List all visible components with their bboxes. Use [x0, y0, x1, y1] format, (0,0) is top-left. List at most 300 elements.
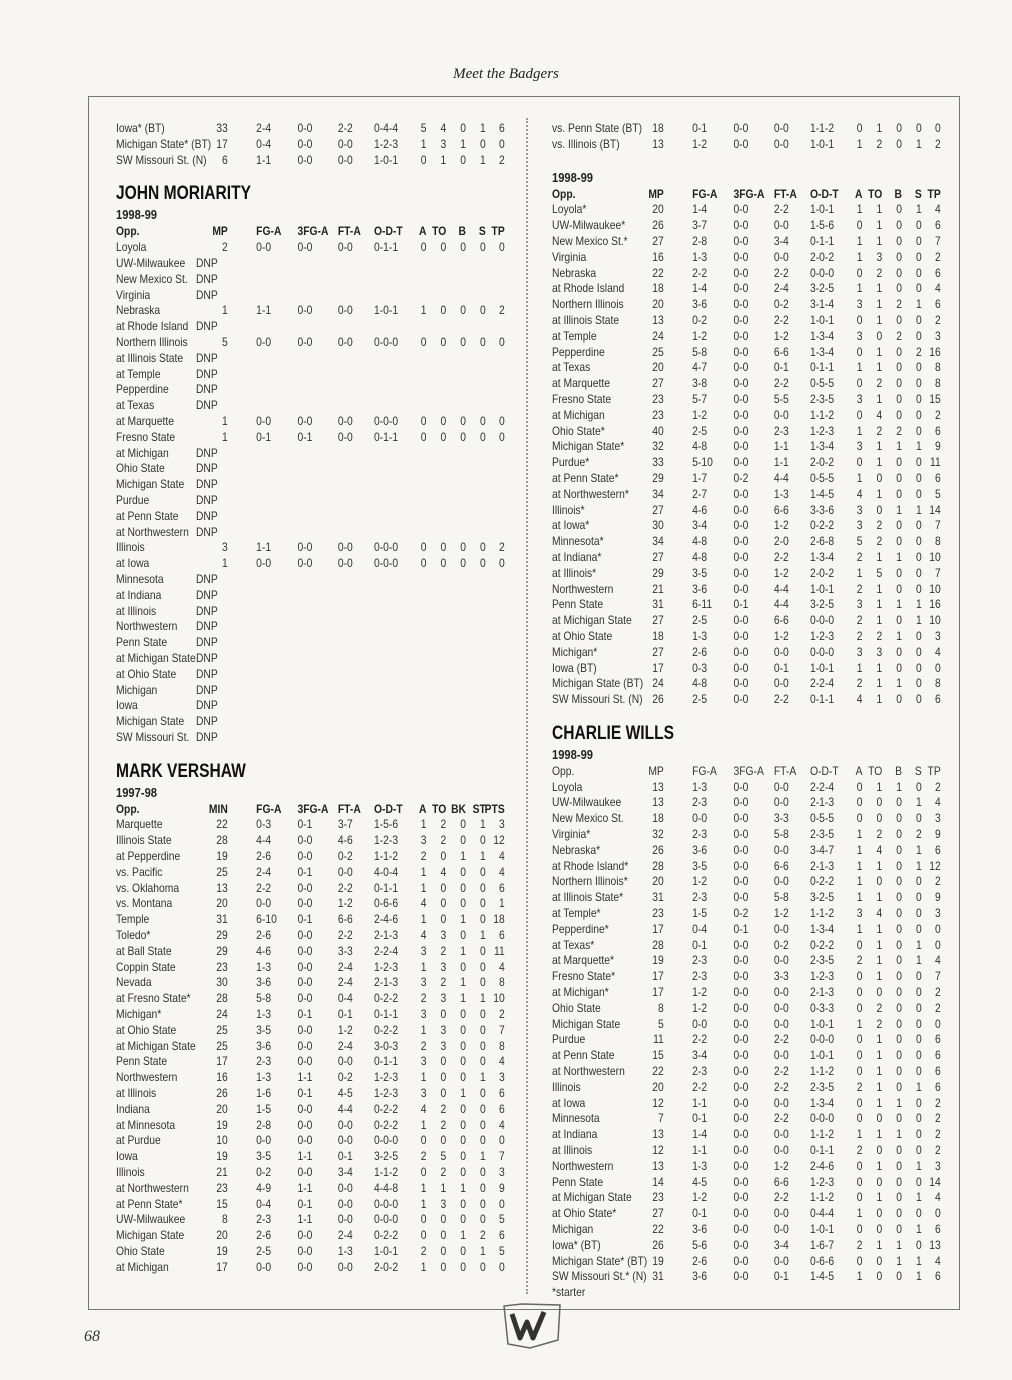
- table-row: [552, 1096, 951, 1112]
- opponent-cell: Illinois: [116, 1165, 145, 1180]
- stat-cell: 6-11: [692, 597, 713, 612]
- stat-cell: 0-2-2: [374, 1022, 399, 1037]
- stat-cell: 0-1-1: [374, 880, 399, 895]
- stat-cell: 0: [420, 540, 427, 555]
- opponent-cell: at Illinois: [116, 1086, 157, 1101]
- stat-cell: 2: [934, 249, 941, 264]
- stat-cell: 23: [652, 1190, 664, 1205]
- stat-cell: 1: [916, 502, 922, 517]
- stat-cell: FG-A: [692, 763, 717, 778]
- stat-cell: 0-0: [337, 1054, 353, 1069]
- stat-cell: 4: [876, 906, 883, 921]
- stat-cell: 0-0: [337, 429, 353, 444]
- stat-cell: 2: [934, 779, 941, 794]
- table-row: [116, 121, 515, 137]
- stat-cell: 0-0: [297, 413, 313, 428]
- stat-cell: 0: [460, 1244, 467, 1258]
- stat-cell: 0: [916, 660, 922, 675]
- stat-cell: 1-2-3: [810, 628, 835, 643]
- stat-cell: 1: [856, 858, 863, 873]
- header-cell: TO: [868, 186, 883, 201]
- opponent-cell: at Michigan State: [116, 650, 196, 665]
- stat-cell: 0: [480, 240, 486, 255]
- stat-cell: 19: [216, 1117, 228, 1132]
- stat-cell: 28: [652, 937, 664, 952]
- stat-cell: 0: [896, 660, 903, 675]
- stat-cell: 2-1-3: [374, 928, 399, 943]
- stat-cell: 0: [896, 1158, 903, 1173]
- opponent-cell: Minnesota*: [552, 534, 604, 549]
- stat-cell: 4-7: [692, 360, 708, 375]
- opponent-cell: Illinois: [116, 540, 145, 555]
- header-cell: ST: [472, 801, 486, 816]
- opponent-cell: vs. Penn State (BT): [552, 121, 643, 135]
- table-row: [552, 938, 951, 954]
- stat-cell: 0-1: [297, 429, 313, 444]
- table-row: [116, 714, 515, 730]
- dnp-cell: DNP: [195, 698, 218, 713]
- dnp-cell: DNP: [195, 714, 218, 729]
- table-row: [116, 1165, 515, 1181]
- stat-cell: 3: [856, 297, 863, 312]
- stat-cell: 0: [460, 556, 467, 571]
- stat-cell: 3: [420, 1086, 427, 1101]
- stat-cell: 1: [460, 991, 467, 1006]
- opponent-cell: at Iowa: [116, 556, 150, 571]
- stat-cell: 0: [480, 1117, 486, 1132]
- stat-cell: 0-0: [733, 202, 749, 217]
- stat-cell: 6: [222, 152, 228, 167]
- stat-cell: 0: [934, 937, 941, 952]
- stat-cell: 10: [929, 549, 941, 564]
- stat-cell: 0-2: [773, 297, 789, 312]
- stat-cell: 0-0: [773, 1143, 789, 1158]
- opponent-cell: Virginia: [552, 249, 587, 264]
- table-row: [116, 881, 515, 897]
- stat-cell: 0-1: [337, 1007, 353, 1022]
- stat-cell: 1: [876, 202, 883, 217]
- stat-cell: 1: [856, 827, 863, 842]
- stat-cell: 0: [896, 344, 903, 359]
- stat-cell: 8: [498, 975, 505, 990]
- stat-cell: 1: [876, 921, 883, 936]
- stat-cell: 0: [896, 953, 903, 968]
- stat-cell: 1-1: [773, 455, 789, 470]
- stat-cell: 26: [652, 692, 664, 707]
- stat-cell: 4-8: [692, 676, 708, 691]
- stat-cell: 1-2: [692, 136, 708, 151]
- stat-cell: 4: [420, 896, 427, 911]
- stat-cell: 1: [420, 880, 427, 895]
- stat-cell: 3-4-7: [810, 842, 835, 857]
- stat-cell: 27: [652, 549, 664, 564]
- stat-cell: 0-0: [773, 921, 789, 936]
- stat-cell: 0-0: [773, 644, 789, 659]
- table-row: [552, 1190, 951, 1206]
- stat-cell: 0: [916, 1032, 922, 1047]
- dnp-cell: DNP: [195, 382, 218, 397]
- stat-cell: 6: [498, 121, 505, 135]
- stat-cell: 0: [916, 486, 922, 501]
- stat-cell: 1-0-1: [810, 581, 835, 596]
- stat-cell: 0: [856, 1190, 863, 1205]
- stat-cell: 1-1: [297, 1180, 313, 1195]
- dnp-cell: DNP: [195, 587, 218, 602]
- stat-cell: 4: [498, 1117, 505, 1132]
- stat-cell: 4: [876, 842, 883, 857]
- stat-cell: 12: [652, 1095, 664, 1110]
- stat-cell: 4: [934, 281, 941, 296]
- stat-cell: 0-0: [773, 874, 789, 889]
- stat-cell: 1: [420, 959, 427, 974]
- stat-cell: 0-0: [337, 1180, 353, 1195]
- stat-cell: 4-6: [337, 833, 353, 848]
- opponent-cell: UW-Milwaukee*: [552, 218, 626, 233]
- stat-cell: 14: [929, 502, 941, 517]
- stat-cell: 0-0: [733, 1127, 749, 1142]
- opponent-cell: Penn State: [552, 597, 604, 612]
- stat-cell: 1: [876, 312, 883, 327]
- table-row: [552, 1080, 951, 1096]
- stat-cell: 1-0-1: [374, 1244, 399, 1258]
- stat-cell: 1: [916, 1079, 922, 1094]
- stat-cell: 1: [420, 1070, 427, 1085]
- stat-cell: 1-3: [773, 486, 789, 501]
- stat-cell: 2: [876, 376, 883, 391]
- header-cell: TP: [491, 224, 505, 239]
- stat-cell: 1-0-1: [810, 202, 835, 217]
- stat-cell: 0-0: [733, 953, 749, 968]
- table-row: [116, 1102, 515, 1118]
- table-row: [552, 392, 951, 408]
- opponent-cell: at Pepperdine: [116, 849, 181, 864]
- stat-cell: 8: [934, 534, 941, 549]
- stat-cell: 6-6: [773, 1174, 789, 1189]
- stat-cell: 0: [876, 1111, 883, 1126]
- stat-cell: 3-0-3: [374, 1038, 399, 1053]
- table-row: [552, 455, 951, 471]
- table-row: [552, 218, 951, 234]
- stat-cell: 2: [420, 991, 427, 1006]
- stat-cell: 6: [934, 1269, 941, 1284]
- stat-cell: 1-1: [297, 1149, 313, 1164]
- stat-cell: 0: [916, 1206, 922, 1221]
- stat-cell: 1-2-3: [374, 959, 399, 974]
- stat-cell: 1-1: [297, 1212, 313, 1227]
- stat-cell: 2: [934, 1095, 941, 1110]
- stat-cell: 4-0-4: [374, 864, 399, 879]
- opponent-cell: UW-Milwaukee: [116, 1212, 186, 1227]
- stat-cell: 0-3: [692, 660, 708, 675]
- table-row: [116, 319, 515, 335]
- dnp-cell: DNP: [195, 635, 218, 650]
- stat-cell: 20: [652, 202, 664, 217]
- stat-cell: 1-6-7: [810, 1237, 835, 1252]
- stat-cell: 4-8: [692, 439, 708, 454]
- stat-cell: 2-4: [337, 975, 353, 990]
- stat-cell: 0: [856, 1000, 863, 1015]
- stat-cell: 1: [856, 360, 863, 375]
- opponent-cell: at Indiana: [552, 1127, 598, 1142]
- stat-cell: 15: [652, 1048, 664, 1063]
- stat-cell: 0-0: [297, 152, 313, 167]
- opponent-cell: at Northwestern*: [552, 486, 629, 501]
- stat-cell: 2: [876, 1000, 883, 1015]
- table-row: [116, 651, 515, 667]
- stat-cell: 18: [652, 281, 664, 296]
- stat-cell: 0: [460, 540, 467, 555]
- stat-cell: 0-0: [297, 334, 313, 349]
- table-row: [116, 572, 515, 588]
- opponent-cell: vs. Oklahoma: [116, 880, 180, 895]
- stat-cell: 0: [896, 376, 903, 391]
- stat-cell: 2-3-5: [810, 391, 835, 406]
- stat-cell: 3: [876, 644, 883, 659]
- stat-cell: 19: [216, 849, 228, 864]
- stat-cell: 2: [876, 265, 883, 280]
- table-row: [116, 137, 515, 153]
- stat-cell: 2-4-6: [810, 1158, 835, 1173]
- stat-cell: 1-2: [337, 896, 353, 911]
- stat-cell: 4-6: [256, 943, 272, 958]
- stat-cell: 1-3: [337, 1244, 353, 1258]
- stat-cell: 1: [876, 121, 883, 135]
- stat-cell: 0-0-0: [374, 1133, 399, 1148]
- opponent-cell: at Minnesota: [116, 1117, 176, 1132]
- stat-cell: 0-2-2: [810, 518, 835, 533]
- stat-cell: 6: [934, 1079, 941, 1094]
- stat-cell: 0: [916, 581, 922, 596]
- stat-cell: 2-1-3: [810, 985, 835, 1000]
- stat-cell: 0: [916, 1000, 922, 1015]
- stat-cell: 0: [876, 985, 883, 1000]
- stat-cell: 0-0: [337, 556, 353, 571]
- stat-cell: 2-8: [256, 1117, 272, 1132]
- stat-cell: 0-0: [733, 858, 749, 873]
- table-row: [116, 430, 515, 446]
- stat-cell: 1: [856, 565, 863, 580]
- table-row: [552, 424, 951, 440]
- stat-cell: 1-2: [773, 565, 789, 580]
- stat-cell: 1-0-1: [810, 1048, 835, 1063]
- table-row: [552, 780, 951, 796]
- stat-cell: 1-1: [297, 1070, 313, 1085]
- opponent-cell: Michigan State*: [552, 439, 625, 454]
- stat-cell: 0-0: [297, 1022, 313, 1037]
- table-row: [116, 461, 515, 477]
- table-row: [552, 376, 951, 392]
- dnp-cell: DNP: [195, 350, 218, 365]
- stat-cell: 0: [916, 1237, 922, 1252]
- stat-cell: 0: [916, 811, 922, 826]
- opponent-cell: at Michigan: [116, 445, 169, 460]
- stat-cell: 0: [856, 344, 863, 359]
- stat-cell: 4-4: [337, 1101, 353, 1116]
- table-row: [116, 493, 515, 509]
- stat-cell: 0-0: [733, 423, 749, 438]
- stat-cell: 0: [480, 413, 486, 428]
- stat-cell: 0-0: [297, 556, 313, 571]
- table-row: [116, 525, 515, 541]
- stat-cell: 0: [896, 1143, 903, 1158]
- stat-cell: 0: [896, 486, 903, 501]
- stat-cell: 0-1-1: [374, 240, 399, 255]
- stat-cell: 0: [876, 470, 883, 485]
- stat-cell: 0: [460, 334, 467, 349]
- header-cell: A: [419, 224, 427, 239]
- stat-cell: 24: [652, 676, 664, 691]
- stat-cell: 15: [216, 1196, 228, 1211]
- opponent-cell: Michigan: [552, 1222, 594, 1236]
- table-row: [552, 487, 951, 503]
- stat-cell: 0: [916, 265, 922, 280]
- stat-cell: 3-2-5: [810, 281, 835, 296]
- header-cell: 3FG-A: [733, 186, 765, 201]
- stat-cell: 3-5: [256, 1149, 272, 1164]
- stat-cell: 1: [876, 439, 883, 454]
- opponent-cell: New Mexico St.: [116, 271, 188, 286]
- stat-cell: 0-0-0: [374, 1196, 399, 1211]
- table-row: [116, 1181, 515, 1197]
- stat-cell: 0: [916, 121, 922, 135]
- stat-cell: 0-0: [337, 864, 353, 879]
- stat-cell: 2-4: [337, 1038, 353, 1053]
- stat-cell: 0: [856, 376, 863, 391]
- stat-cell: 0: [460, 152, 467, 167]
- stat-cell: 0: [498, 240, 505, 255]
- stat-cell: 1-3-4: [810, 549, 835, 564]
- stat-cell: 1-0-1: [810, 312, 835, 327]
- stat-cell: 0: [896, 1111, 903, 1126]
- stat-cell: 1: [440, 152, 447, 167]
- stat-cell: 0: [916, 628, 922, 643]
- stat-cell: 0-0: [773, 1048, 789, 1063]
- stat-cell: 0: [896, 1222, 903, 1236]
- opponent-cell: Northwestern: [552, 1158, 614, 1173]
- stat-cell: 6-6: [773, 502, 789, 517]
- table-row: [552, 597, 951, 613]
- table-row: [552, 234, 951, 250]
- stat-cell: 0-4: [256, 1196, 272, 1211]
- stat-cell: 0: [440, 413, 447, 428]
- stat-cell: 0-0: [773, 136, 789, 151]
- stat-cell: 0: [856, 811, 863, 826]
- stat-cell: 0: [856, 121, 863, 135]
- table-row: [116, 1149, 515, 1165]
- stat-cell: 0: [896, 136, 903, 151]
- table-row: [116, 1228, 515, 1244]
- stat-cell: 6: [498, 1101, 505, 1116]
- opponent-cell: at Ohio State: [116, 1022, 177, 1037]
- stat-cell: 1: [916, 297, 922, 312]
- dnp-cell: DNP: [195, 366, 218, 381]
- stat-cell: 1: [460, 136, 467, 151]
- stat-cell: 0-0-0: [810, 613, 835, 628]
- stat-cell: 0-4: [692, 921, 708, 936]
- opponent-cell: Indiana: [116, 1101, 150, 1116]
- stat-cell: 16: [929, 597, 941, 612]
- dnp-cell: DNP: [195, 319, 218, 334]
- table-row: [116, 367, 515, 383]
- table-row: [552, 1111, 951, 1127]
- stat-cell: 5-8: [773, 890, 789, 905]
- stat-cell: 3-3: [337, 943, 353, 958]
- player-name: CHARLIE WILLS: [552, 722, 675, 744]
- stat-cell: 2: [856, 953, 863, 968]
- stat-cell: 6: [934, 470, 941, 485]
- stat-cell: 0: [480, 1101, 486, 1116]
- stat-cell: 0-4: [337, 991, 353, 1006]
- stat-cell: 1: [420, 1117, 427, 1132]
- stat-cell: 6: [934, 265, 941, 280]
- stat-cell: 0-0: [733, 644, 749, 659]
- table-row: [116, 1054, 515, 1070]
- stat-cell: 3-2-5: [810, 890, 835, 905]
- stat-cell: 0: [856, 1064, 863, 1079]
- stat-cell: 3-6: [692, 581, 708, 596]
- stat-cell: 5-6: [692, 1237, 708, 1252]
- stat-cell: 1: [876, 1127, 883, 1142]
- stat-cell: 4: [498, 959, 505, 974]
- table-header-row: [116, 802, 515, 818]
- stat-cell: 0-0: [733, 1269, 749, 1284]
- table-header-row: [116, 224, 515, 240]
- stat-cell: 1-1: [692, 1095, 708, 1110]
- stat-cell: 2-6-8: [810, 534, 835, 549]
- stat-cell: 1: [876, 676, 883, 691]
- table-row: [552, 250, 951, 266]
- stat-cell: 0-0: [337, 136, 353, 151]
- opponent-cell: SW Missouri St. (N): [552, 692, 643, 707]
- table-row: [116, 991, 515, 1007]
- season-label: 1997-98: [116, 784, 158, 800]
- stat-cell: 3: [856, 439, 863, 454]
- stat-cell: 0: [896, 1032, 903, 1047]
- opponent-cell: at Marquette: [552, 376, 610, 391]
- stat-cell: 0: [460, 429, 467, 444]
- stat-cell: 2: [856, 628, 863, 643]
- stat-cell: 5: [934, 486, 941, 501]
- stat-cell: 2-2: [337, 880, 353, 895]
- stat-cell: 25: [216, 864, 228, 879]
- stat-cell: 3FG-A: [733, 763, 764, 778]
- stat-cell: 2: [934, 1000, 941, 1015]
- stat-cell: 3-3-6: [810, 502, 835, 517]
- stat-cell: 3-2-5: [374, 1149, 399, 1164]
- header-cell: O-D-T: [374, 801, 403, 816]
- stat-cell: 0-0: [297, 1228, 313, 1243]
- stat-cell: 1-5: [692, 906, 708, 921]
- stat-cell: 1: [856, 249, 863, 264]
- stat-cell: 0: [420, 240, 427, 255]
- stat-cell: 1: [480, 817, 486, 832]
- stat-cell: B: [895, 763, 903, 778]
- stat-cell: 0: [440, 540, 447, 555]
- stat-cell: 5-7: [692, 391, 708, 406]
- stat-cell: 1: [876, 360, 883, 375]
- stat-cell: 0-5-5: [810, 376, 835, 391]
- stat-cell: 12: [493, 833, 505, 848]
- stat-cell: 0-0: [256, 556, 272, 571]
- stat-cell: 0: [460, 303, 467, 318]
- stat-cell: 1: [856, 470, 863, 485]
- opponent-cell: Illinois*: [552, 502, 585, 517]
- stat-cell: 0-0: [692, 1016, 708, 1031]
- stat-cell: 0-0: [733, 613, 749, 628]
- stat-cell: 0: [440, 556, 447, 571]
- stat-cell: 1-2: [692, 985, 708, 1000]
- stat-cell: 0: [896, 692, 903, 707]
